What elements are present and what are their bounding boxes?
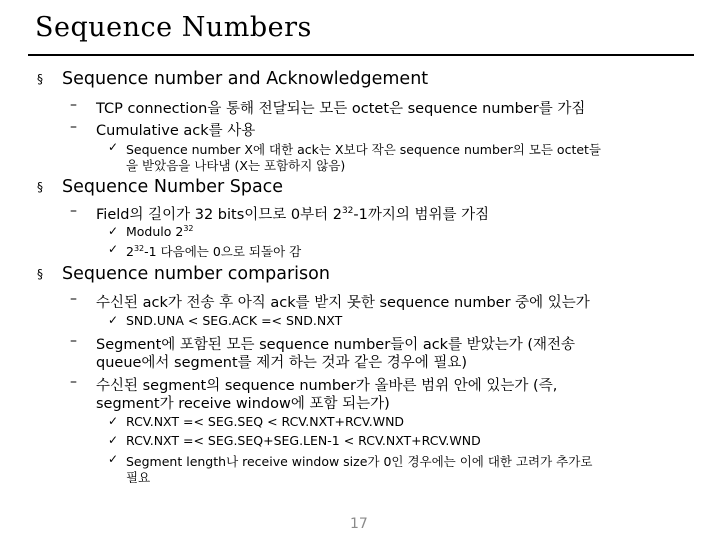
check-icon: ✓ [108, 452, 119, 466]
dash-bullet: – [70, 374, 77, 390]
section-heading-space: Sequence Number Space [62, 177, 284, 197]
dash-bullet: – [70, 333, 77, 349]
check-item-ack-meaning-line2: 을 받았음을 나타냄 (X는 포함하지 않음) [126, 158, 346, 173]
check-item-snd-una: SND.UNA < SEG.ACK =< SND.NXT [126, 313, 343, 328]
page-number: 17 [350, 516, 368, 532]
check-icon: ✓ [108, 414, 119, 428]
dash-bullet: – [70, 203, 77, 219]
check-item-wraparound: $2^{32}-1$ 다음에는 0으로 되돌아 감 [126, 243, 302, 259]
check-icon: ✓ [108, 224, 119, 238]
check-item-zero-length-line2: 필요 [126, 470, 151, 485]
check-item-ack-meaning-line1: Sequence number X에 대한 ack는 X보다 작은 sequence number의 모든 octet들 [126, 142, 602, 157]
sub-item-octet: TCP connection을 통해 전달되는 모든 octet은 sequence number를 가짐 [96, 101, 586, 117]
dash-bullet: – [70, 119, 77, 135]
sub-item-received-ack: 수신된 ack가 전송 후 아직 ack를 받지 못한 sequence number 중에 있는가 [96, 295, 590, 311]
square-bullet: § [37, 72, 43, 86]
dash-bullet: – [70, 291, 77, 307]
sub-item-all-acked-line1: Segment에 포함된 모든 sequence number들이 ack를 받았는가 (재전송 [96, 337, 576, 353]
sub-item-valid-range-line1: 수신된 segment의 sequence number가 올바른 범위 안에 있는가 (즉, [96, 378, 558, 394]
section-heading-comparison: Sequence number comparison [62, 264, 330, 284]
check-item-rcv-seq: RCV.NXT =< SEG.SEQ < RCV.NXT+RCV.WND [126, 414, 405, 429]
sub-item-valid-range-line2: segment가 receive window에 포함 되는가) [96, 396, 390, 412]
check-item-modulo: Modulo $2^{32}$ [126, 224, 194, 240]
check-item-rcv-seq-len: RCV.NXT =< SEG.SEQ+SEG.LEN-1 < RCV.NXT+RCV.WND [126, 433, 481, 448]
sub-item-field-range: Field의 길이가 32 bits이므로 0부터 $2^{32}-1$까지의 범위를 가짐 [96, 206, 490, 223]
square-bullet: § [37, 180, 43, 194]
check-item-zero-length-line1: Segment length나 receive window size가 0인 경우에는 이에 대한 고려가 추가로 [126, 454, 593, 469]
dash-bullet: – [70, 97, 77, 113]
sub-item-cumulative-ack: Cumulative ack를 사용 [96, 123, 256, 139]
sub-item-all-acked-line2: queue에서 segment를 제거 하는 것과 같은 경우에 필요) [96, 355, 468, 371]
check-icon: ✓ [108, 313, 119, 327]
check-icon: ✓ [108, 242, 119, 256]
check-icon: ✓ [108, 433, 119, 447]
section-heading-ack: Sequence number and Acknowledgement [62, 69, 429, 89]
slide-title: Sequence Numbers [35, 12, 312, 43]
check-icon: ✓ [108, 140, 119, 154]
square-bullet: § [37, 267, 43, 281]
